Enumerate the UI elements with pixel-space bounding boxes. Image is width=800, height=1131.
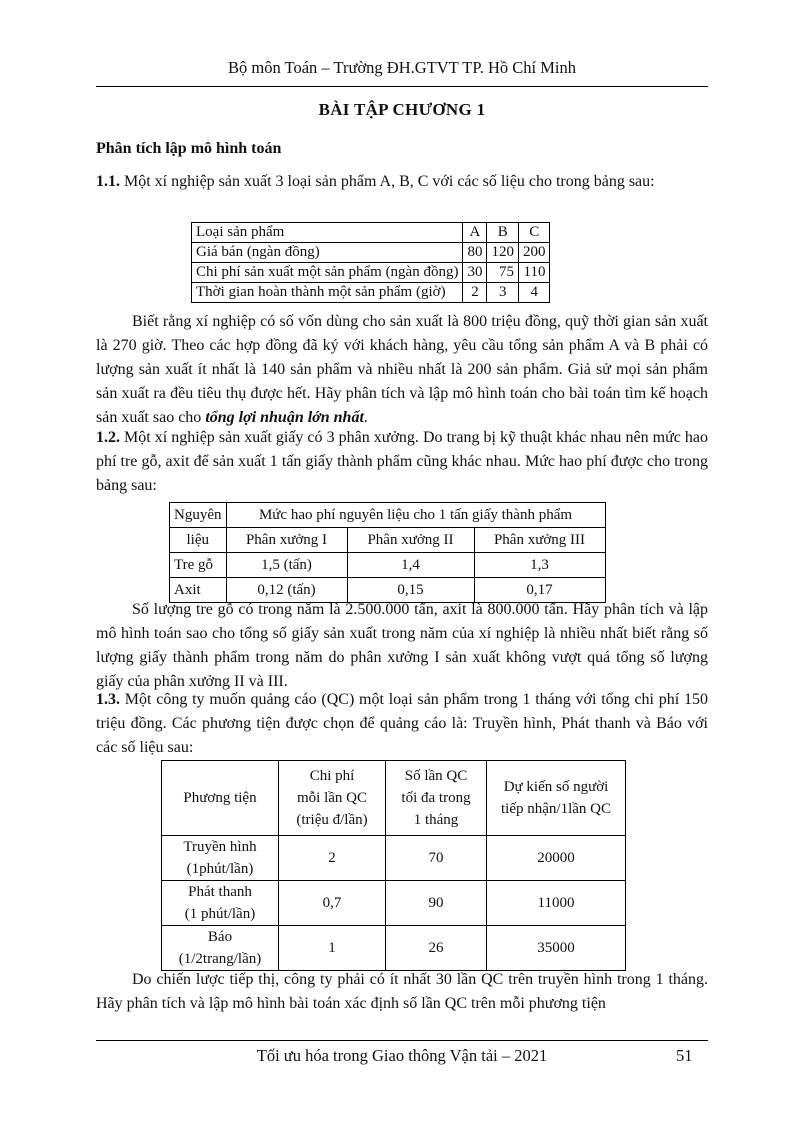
table-cell: 75: [487, 263, 519, 283]
table-cell: [162, 926, 279, 971]
exercise-1-3-body: [96, 968, 708, 1016]
table-cell: Phân xưởng II: [347, 528, 474, 553]
header-line: Chi phí: [309, 768, 355, 784]
table-cell: 2: [463, 283, 487, 303]
table-header-row: [192, 223, 550, 243]
table-cell: 20000: [487, 836, 626, 881]
table-cell: 70: [386, 836, 487, 881]
exercise-1-2-body: [96, 598, 708, 694]
exercise-number: 1.1.: [96, 173, 120, 190]
chapter-title: BÀI TẬP CHƯƠNG 1: [318, 100, 486, 119]
table-header-cell: [279, 761, 386, 836]
table-cell: Phân xưởng I: [226, 528, 347, 553]
exercise-text: Một xí nghiệp sản xuất giấy có 3 phân xưởng. Do trang bị kỹ thuật khác nhau nên mức hao phí tre gỗ, axit để sản xuất 1 tấn giấy thành phẩm cũng khác nhau. Mức hao phí được cho trong bảng sau:: [96, 429, 708, 494]
table-cell: Phân xưởng III: [474, 528, 605, 553]
table-cell: 110: [518, 263, 550, 283]
table-cell: A: [463, 223, 487, 243]
header-line: (triệu đ/lần): [296, 812, 368, 828]
exercise-text: Một xí nghiệp sản xuất 3 loại sản phẩm A, B, C với các số liệu cho trong bảng sau:: [120, 173, 655, 190]
table-row: [192, 243, 550, 263]
table-cell: [162, 836, 279, 881]
page-header: Bộ môn Toán – Trường ĐH.GTVT TP. Hồ Chí Minh: [228, 58, 576, 77]
section-title: Phân tích lập mô hình toán: [96, 140, 282, 157]
table-cell: 0,17: [474, 578, 605, 603]
page-footer: Tối ưu hóa trong Giao thông Vận tải – 2021: [256, 1046, 548, 1065]
table-header-cell: [386, 761, 487, 836]
footer-divider: [96, 1040, 708, 1041]
product-table: [191, 222, 550, 303]
table-cell: liệu: [170, 528, 227, 553]
header-line: tiếp nhận/1lần QC: [501, 801, 611, 817]
table-cell: 1: [279, 926, 386, 971]
table-cell: 35000: [487, 926, 626, 971]
table-cell: [162, 881, 279, 926]
exercise-number: 1.3.: [96, 691, 120, 708]
header-line: Dự kiến số người: [503, 779, 609, 795]
table-cell: Nguyên: [170, 503, 227, 528]
table-row: [162, 836, 626, 881]
table-row: [162, 926, 626, 971]
table-header-cell: [487, 761, 626, 836]
table-header-cell: [162, 761, 279, 836]
media-unit: (1/2trang/lần): [178, 951, 262, 967]
exercise-text: Số lượng tre gỗ có trong năm là 2.500.000 tấn, axit là 800.000 tấn. Hãy phân tích và lập mô hình toán sao cho tổng số giấy sản xuất trong năm của xí nghiệp là nhiều nhất biết rằng số lượng giấy thành phẩm trong năm do phân xưởng I sản xuất không vượt quá tổng số lượng giấy của phân xưởng II và III.: [96, 601, 708, 690]
media-unit: (1phút/lần): [186, 861, 254, 877]
header-line: mỗi lần QC: [297, 790, 367, 806]
exercise-1-3-intro: [96, 688, 708, 760]
table-cell: 3: [487, 283, 519, 303]
exercise-1-2-intro: [96, 426, 708, 498]
header-line: 1 tháng: [413, 812, 459, 828]
advertising-table: [161, 760, 626, 971]
table-cell: 30: [463, 263, 487, 283]
table-cell: 1,3: [474, 553, 605, 578]
table-cell: 90: [386, 881, 487, 926]
exercise-1-1-body: [96, 310, 708, 430]
sentence-end: .: [363, 409, 368, 426]
header-line: Phương tiện: [183, 790, 257, 806]
media-unit: (1 phút/lần): [184, 906, 256, 922]
header-line: tối đa trong: [401, 790, 471, 806]
table-cell: Loại sản phẩm: [192, 223, 463, 243]
table-cell: 80: [463, 243, 487, 263]
table-header-row: [170, 528, 606, 553]
table-cell: 4: [518, 283, 550, 303]
header-divider: [96, 86, 708, 87]
media-name: Phát thanh: [188, 884, 252, 900]
media-name: Báo: [207, 929, 233, 945]
material-table: [169, 502, 606, 603]
table-cell: 0,15: [347, 578, 474, 603]
table-header-row: [170, 503, 606, 528]
table-cell: 0,7: [279, 881, 386, 926]
table-cell: 120: [487, 243, 519, 263]
table-group-header: Mức hao phí nguyên liệu cho 1 tấn giấy thành phẩm: [226, 503, 605, 528]
table-cell: 200: [518, 243, 550, 263]
table-cell: 0,12 (tấn): [226, 578, 347, 603]
emphasis-text: tổng lợi nhuận lớn nhất: [205, 409, 364, 426]
page-number: 51: [676, 1046, 693, 1065]
table-cell: Giá bán (ngàn đồng): [192, 243, 463, 263]
exercise-1-1-intro: [96, 170, 708, 194]
table-row: [192, 283, 550, 303]
header-line: Số lần QC: [404, 768, 468, 784]
exercise-text: Do chiến lược tiếp thị, công ty phải có ít nhất 30 lần QC trên truyền hình trong 1 tháng. Hãy phân tích và lập mô hình bài toán xác định số lần QC trên mỗi phương tiện: [96, 971, 708, 1012]
table-cell: B: [487, 223, 519, 243]
exercise-text: Biết rằng xí nghiệp có số vốn dùng cho sản xuất là 800 triệu đồng, quỹ thời gian sản xuất là 270 giờ. Theo các hợp đồng đã ký với khách hàng, yêu cầu tổng sản phẩm A và B phải có lượng sản xuất ít nhất là 140 sản phẩm và nhiều nhất là 200 sản phẩm. Giả sử mọi sản phẩm sản xuất ra đều tiêu thụ được hết. Hãy phân tích và lập mô hình toán cho bài toán tìm kế hoạch sản xuất sao cho: [96, 313, 708, 426]
exercise-number: 1.2.: [96, 429, 120, 446]
table-row: [162, 881, 626, 926]
table-cell: C: [518, 223, 550, 243]
table-row: [170, 553, 606, 578]
table-cell: Axit: [170, 578, 227, 603]
exercise-text: Một công ty muốn quảng cáo (QC) một loại sản phẩm trong 1 tháng với tổng chi phí 150 triệu đồng. Các phương tiện được chọn để quảng cáo là: Truyền hình, Phát thanh và Báo với các số liệu sau:: [96, 691, 708, 756]
table-row: [192, 263, 550, 283]
table-cell: 2: [279, 836, 386, 881]
table-cell: Tre gỗ: [170, 553, 227, 578]
table-cell: 26: [386, 926, 487, 971]
table-cell: 1,4: [347, 553, 474, 578]
table-cell: Thời gian hoàn thành một sản phẩm (giờ): [192, 283, 463, 303]
table-cell: 11000: [487, 881, 626, 926]
media-name: Truyền hình: [183, 839, 257, 855]
table-header-row: [162, 761, 626, 836]
table-cell: 1,5 (tấn): [226, 553, 347, 578]
table-cell: Chi phí sản xuất một sản phẩm (ngàn đồng): [192, 263, 463, 283]
